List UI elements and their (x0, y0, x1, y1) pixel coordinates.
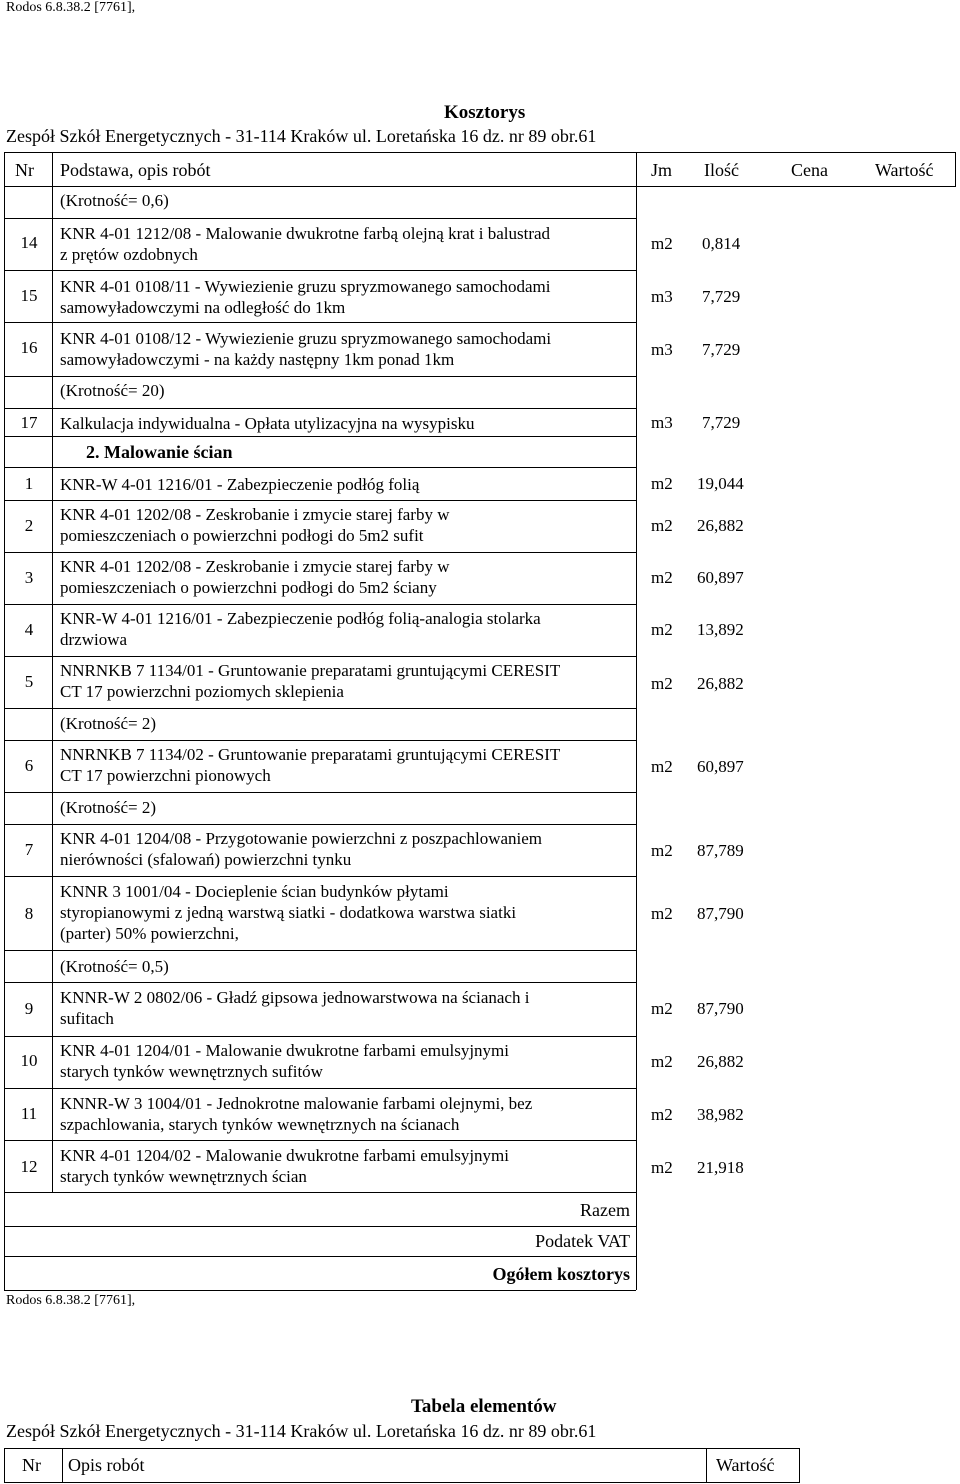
row-unit: m2 (651, 1105, 673, 1124)
row-unit: m2 (651, 234, 673, 253)
row-quantity: 19,044 (697, 474, 744, 493)
row-quantity: 26,882 (697, 674, 744, 693)
elements-table-title: Tabela elementów (411, 1396, 557, 1417)
row-quantity: 87,790 (697, 999, 744, 1018)
row-quantity: 38,982 (697, 1105, 744, 1124)
row-description: NNRNKB 7 1134/02 - Gruntowanie preparatami gruntującymi CERESIT CT 17 powierzchni pionowych (60, 745, 561, 785)
row-unit: m3 (651, 287, 673, 306)
col-header-qty: Ilość (704, 160, 739, 180)
row-quantity: 60,897 (697, 757, 744, 776)
row-number: 2 (24, 516, 34, 535)
multiplier-note: (Krotność= 2) (60, 798, 156, 817)
row-quantity: 0,814 (702, 234, 741, 253)
row-unit: m2 (651, 1052, 673, 1071)
row-description: KNNR-W 2 0802/06 - Gładź gipsowa jednowarstwowa na ścianach i sufitach (60, 988, 530, 1028)
row-description: KNR 4-01 1204/08 - Przygotowanie powierzchni z poszpachlowaniem nierówności (sfalowań) powierzchni tynku (60, 829, 543, 869)
row-quantity: 7,729 (702, 340, 741, 359)
row-description: Kalkulacja indywidualna - Opłata utylizacyjna na wysypisku (60, 414, 475, 433)
row-number: 12 (20, 1157, 38, 1176)
elements-table-address: Zespół Szkół Energetycznych - 31-114 Kraków ul. Loretańska 16 dz. nr 89 obr.61 (6, 1421, 597, 1441)
row-quantity: 7,729 (702, 287, 741, 306)
row-unit: m2 (651, 1158, 673, 1177)
row-number: 6 (24, 756, 34, 775)
row-description: NNRNKB 7 1134/01 - Gruntowanie preparatami gruntującymi CERESIT CT 17 powierzchni poziomych sklepienia (60, 661, 561, 701)
row-quantity: 26,882 (697, 516, 744, 535)
row-description: KNR 4-01 1204/01 - Malowanie dwukrotne farbami emulsyjnymi starych tynków wewnętrznych sufitów (60, 1041, 510, 1081)
multiplier-note: (Krotność= 0,5) (60, 957, 169, 976)
row-unit: m2 (651, 674, 673, 693)
summary-vat: Podatek VAT (535, 1231, 630, 1251)
col-header-jm: Jm (651, 160, 673, 180)
row-unit: m2 (651, 904, 673, 923)
row-number: 1 (24, 474, 34, 493)
summary-total: Ogółem kosztorys (492, 1264, 630, 1284)
elements-col-nr: Nr (22, 1455, 41, 1475)
row-quantity: 60,897 (697, 568, 744, 587)
row-quantity: 87,790 (697, 904, 744, 923)
row-unit: m2 (651, 568, 673, 587)
multiplier-note: (Krotność= 20) (60, 381, 165, 400)
row-number: 17 (20, 413, 38, 432)
row-description: KNR-W 4-01 1216/01 - Zabezpieczenie podłóg folią-analogia stolarka drzwiowa (60, 609, 541, 649)
row-number: 3 (24, 568, 34, 587)
col-header-desc: Podstawa, opis robót (60, 160, 211, 180)
row-unit: m2 (651, 620, 673, 639)
row-unit: m2 (651, 999, 673, 1018)
multiplier-note: (Krotność= 0,6) (60, 191, 169, 210)
row-unit: m2 (651, 841, 673, 860)
row-description: KNR 4-01 1212/08 - Malowanie dwukrotne farbą olejną krat i balustrad z prętów ozdobnych (60, 224, 551, 264)
row-unit: m2 (651, 516, 673, 535)
summary-razem: Razem (580, 1200, 630, 1220)
row-quantity: 26,882 (697, 1052, 744, 1071)
multiplier-note: (Krotność= 2) (60, 714, 156, 733)
section-heading: 2. Malowanie ścian (86, 442, 233, 462)
row-description: KNNR-W 3 1004/01 - Jednokrotne malowanie farbami olejnymi, bez szpachlowania, starych tynków wewnętrznych na ścianach (60, 1094, 533, 1134)
version-label-top: Rodos 6.8.38.2 [7761], (6, 0, 136, 15)
row-description: KNR 4-01 0108/11 - Wywiezienie gruzu spryzmowanego samochodami samowyładowczymi na odległość do 1km (60, 277, 551, 317)
document-title: Kosztorys (444, 102, 526, 123)
row-number: 4 (24, 620, 34, 639)
row-number: 8 (24, 904, 34, 923)
row-number: 9 (24, 999, 34, 1018)
row-quantity: 13,892 (697, 620, 744, 639)
version-label-bottom: Rodos 6.8.38.2 [7761], (6, 1293, 136, 1308)
row-quantity: 87,789 (697, 841, 744, 860)
row-description: KNR 4-01 1204/02 - Malowanie dwukrotne farbami emulsyjnymi starych tynków wewnętrznych ścian (60, 1146, 510, 1186)
row-description: KNR-W 4-01 1216/01 - Zabezpieczenie podłóg folią (60, 475, 420, 494)
row-quantity: 21,918 (697, 1158, 744, 1177)
row-number: 15 (20, 286, 38, 305)
col-header-nr: Nr (15, 160, 34, 180)
elements-col-desc: Opis robót (68, 1455, 145, 1475)
row-number: 14 (20, 233, 38, 252)
row-description: KNR 4-01 1202/08 - Zeskrobanie i zmycie starej farby w pomieszczeniach o powierzchni podłogi do 5m2 ściany (60, 557, 450, 597)
row-unit: m3 (651, 413, 673, 432)
row-number: 7 (24, 840, 34, 859)
row-number: 16 (20, 338, 38, 357)
row-unit: m2 (651, 757, 673, 776)
document-address: Zespół Szkół Energetycznych - 31-114 Kraków ul. Loretańska 16 dz. nr 89 obr.61 (6, 126, 597, 146)
col-header-value: Wartość (875, 160, 934, 180)
row-unit: m2 (651, 474, 673, 493)
elements-col-value: Wartość (716, 1455, 775, 1475)
row-number: 10 (20, 1051, 38, 1070)
row-description: KNR 4-01 1202/08 - Zeskrobanie i zmycie starej farby w pomieszczeniach o powierzchni podłogi do 5m2 sufit (60, 505, 450, 545)
row-description: KNR 4-01 0108/12 - Wywiezienie gruzu spryzmowanego samochodami samowyładowczymi - na każdy następny 1km ponad 1km (60, 329, 552, 369)
row-unit: m3 (651, 340, 673, 359)
row-quantity: 7,729 (702, 413, 741, 432)
col-header-price: Cena (791, 160, 828, 180)
row-number: 11 (20, 1104, 38, 1123)
row-number: 5 (24, 672, 34, 691)
row-description: KNNR 3 1001/04 - Docieplenie ścian budynków płytami styropianowymi z jedną warstwą siatki - dodatkowa warstwa siatki (parter) 50% powierzchni, (60, 882, 517, 943)
